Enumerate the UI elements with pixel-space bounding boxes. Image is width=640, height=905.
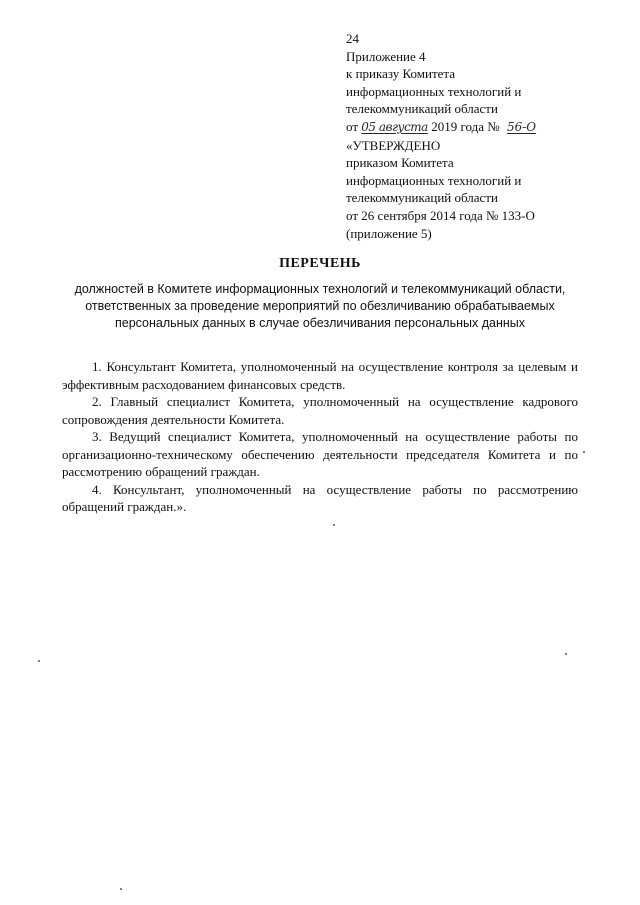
positions-list xyxy=(62,358,578,516)
from-prefix: от xyxy=(346,118,359,134)
order-reference: к приказу Комитета xyxy=(346,66,456,82)
approved-committee-line-1: информационных технологий и xyxy=(346,172,522,188)
handwritten-date: 05 августа xyxy=(361,119,428,134)
scan-speck xyxy=(565,653,567,655)
list-item: 3. Ведущий специалист Комитета, уполномоченный на осуществление работы по организационно-техническому обеспечению деятельности председателя Комитета и по рассмотрению обращений граждан. xyxy=(62,429,578,479)
approved-appendix: (приложение 5) xyxy=(346,225,432,241)
subtitle-line: ответственных за проведение мероприятий по обезличиванию обрабатываемых xyxy=(85,299,555,313)
committee-name-line-2: телекоммуникаций области xyxy=(346,101,498,117)
approved-label: «УТВЕРЖДЕНО xyxy=(346,137,441,153)
date-year: 2019 года № xyxy=(431,118,500,134)
list-item: 1. Консультант Комитета, уполномоченный на осуществление контроля за целевым и эффективным расходованием финансовых средств. xyxy=(62,359,578,392)
subtitle-line: должностей в Комитете информационных технологий и телекоммуникаций области, xyxy=(74,282,566,296)
scan-speck xyxy=(120,888,122,890)
approval-header xyxy=(346,30,616,242)
subtitle-line: персональных данных в случае обезличивания персональных данных xyxy=(114,316,525,330)
approved-by-order: приказом Комитета xyxy=(346,155,454,171)
list-item: 2. Главный специалист Комитета, уполномоченный на осуществление кадрового сопровождения деятельности Комитета. xyxy=(62,394,578,427)
document-title: ПЕРЕЧЕНЬ xyxy=(279,256,361,271)
appendix-label: Приложение 4 xyxy=(346,48,426,64)
handwritten-order-number: 56-О xyxy=(506,119,537,134)
document-subtitle xyxy=(60,281,580,332)
scan-speck xyxy=(583,451,585,453)
committee-name-line-1: информационных технологий и xyxy=(346,83,522,99)
list-item: 4. Консультант, уполномоченный на осуществление работы по рассмотрению обращений граждан.». xyxy=(62,481,578,514)
scan-speck xyxy=(333,524,335,526)
approved-order-date: от 26 сентября 2014 года № 133-О xyxy=(346,207,535,223)
page-number: 24 xyxy=(346,31,359,46)
order-date-line xyxy=(346,118,616,137)
scan-speck xyxy=(38,660,40,662)
approved-committee-line-2: телекоммуникаций области xyxy=(346,190,498,206)
